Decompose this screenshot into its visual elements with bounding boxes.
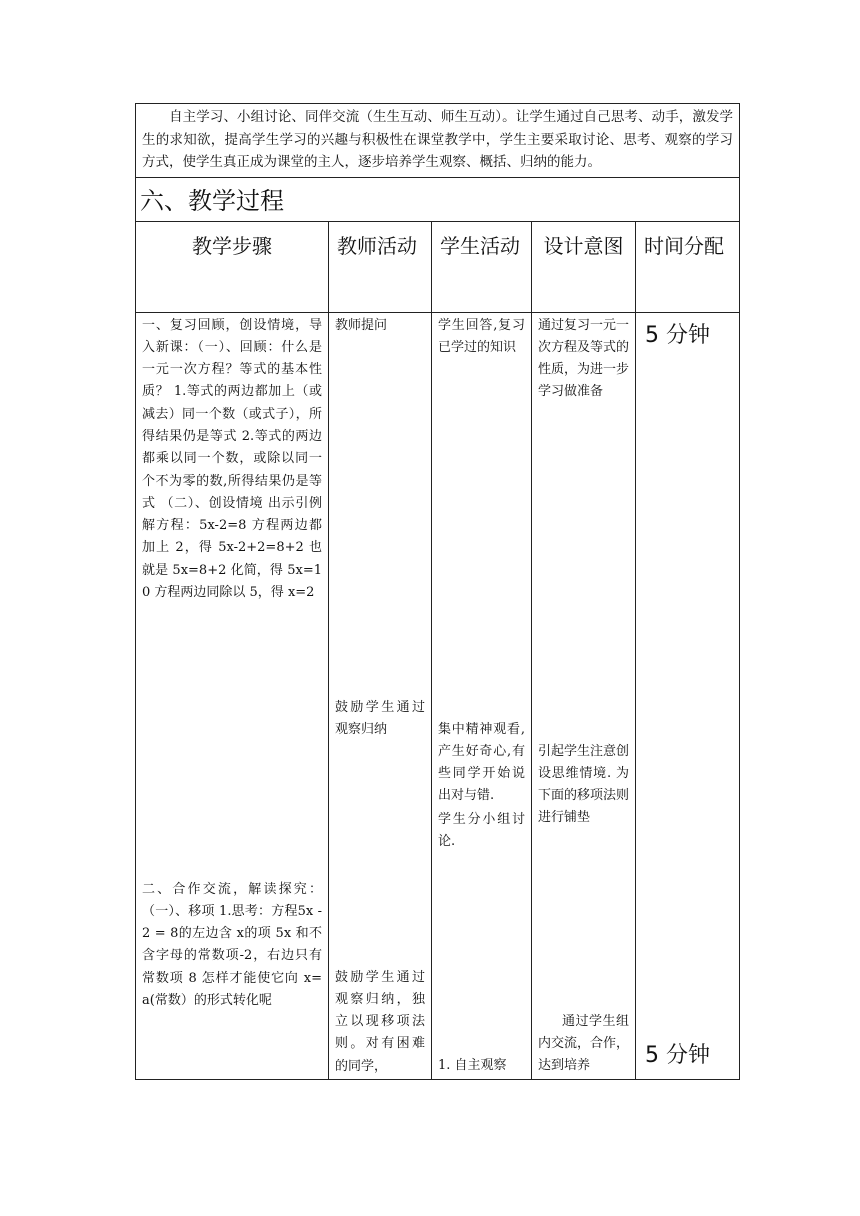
intro-cell <box>136 104 740 178</box>
design-intent-2: 引起学生注意创设思维情境. 为下面的移项法则进行铺垫 <box>538 743 630 826</box>
header-teacher-activity: 教师活动 <box>329 221 432 312</box>
student-activity-4: 1. 自主观察 <box>438 1057 507 1073</box>
time-cell <box>636 312 740 1079</box>
student-activity-3: 学生分小组讨论. <box>438 811 525 849</box>
step-review-text: 一、复习回顾，创设情境，导入新课：（一）、回顾：什么是一元一次方程？等式的基本性质？ 1.等式的两边都加上（或减去）同一个数（或式子），所得结果仍是等式 2.等式的两边都乘以同一个数，或除以同一个不为零的数,所得结果仍是等式 （二）、创设情境 出示引例 解方程：5x-2=8 方程两边都加上 2，得 5x-2+2=8+2 也就是 5x=8+2 化简，得 5x=10 方程两边同除以 5，得 x=2 <box>142 317 322 601</box>
teaching-plan-table <box>135 103 740 1080</box>
design-intent-3: 通过学生组内交流，合作，达到培养 <box>538 1013 630 1074</box>
student-activity-2: 集中精神观看,产生好奇心,有些同学开始说出对与错. <box>438 721 525 804</box>
student-activity-1: 学生回答,复习已学过的知识 <box>438 317 525 355</box>
teacher-activity-3: 鼓励学生通过观察归纳，独立以现移项法则。对有困难的同学， <box>335 969 425 1074</box>
step-explore-text: 二、合作交流，解读探究：（一）、移项 1.思考：方程5x -2 = 8的左边含 x的项 5x 和不含字母的常数项-2，右边只有常数项 8 怎样才能使它向 x= a(常数）的形式转化呢 <box>142 881 322 1008</box>
header-student-activity: 学生活动 <box>432 221 532 312</box>
design-intent-1: 通过复习一元一次方程及等式的性质，为进一步学习做准备 <box>538 317 630 400</box>
section-title: 六、教学过程 <box>136 177 740 221</box>
header-time-allocation: 时间分配 <box>636 221 740 312</box>
time-allocation-1: 5 分钟 <box>645 322 710 348</box>
teacher-activity-2: 鼓励学生通过观察归纳 <box>335 699 425 737</box>
time-allocation-2: 5 分钟 <box>645 1042 710 1068</box>
intro-text: 自主学习、小组讨论、同伴交流（生生互动、师生互动）。让学生通过自己思考、动手，激发学生的求知欲，提高学生学习的兴趣与积极性在课堂教学中，学生主要采取讨论、思考、观察的学习方式，使学生真正成为课堂的主人，逐步培养学生观察、概括、归纳的能力。 <box>142 109 734 170</box>
header-design-intent: 设计意图 <box>532 221 636 312</box>
teacher-activity-1: 教师提问 <box>335 317 388 333</box>
teaching-plan-page <box>135 103 739 1080</box>
header-teaching-steps: 教学步骤 <box>136 221 329 312</box>
student-cell <box>432 312 532 1079</box>
teacher-cell <box>329 312 432 1079</box>
design-cell <box>532 312 636 1079</box>
steps-cell <box>136 312 329 1079</box>
